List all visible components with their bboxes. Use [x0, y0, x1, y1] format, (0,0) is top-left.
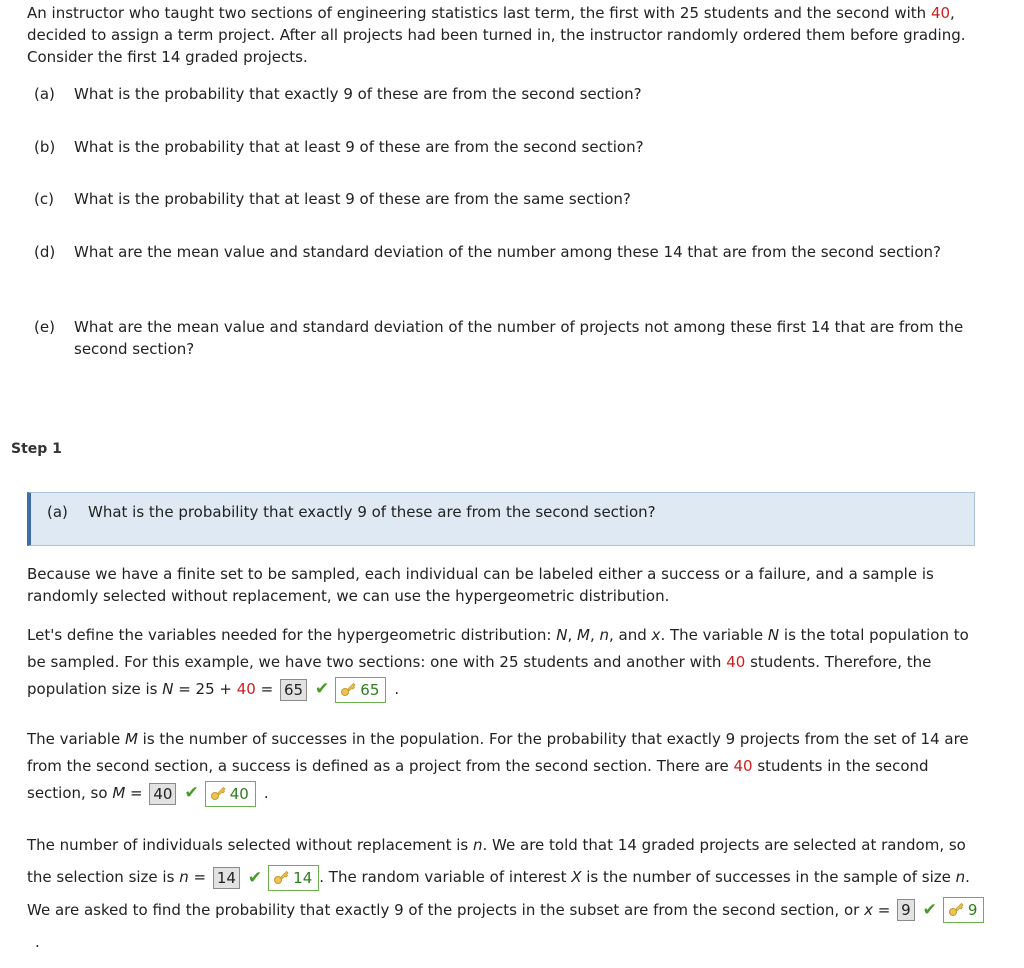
check-icon: ✔: [315, 679, 330, 699]
explanation-paragraph-3: The variable M is the number of successes in the population. For the probability that exactly 9 projects from the set of 14 are from the second section, a success is defined as a project from the second section. There are 40 students in the second section, so M = 40 ✔ 40 .: [27, 726, 987, 807]
answer-field-n[interactable]: 14: [213, 867, 240, 889]
highlighted-value: 40: [930, 4, 951, 22]
answer-key-x: 9: [943, 897, 985, 923]
check-icon: ✔: [184, 783, 199, 803]
question-part-e: (e) What are the mean value and standard deviation of the number of projects not among these first 14 that are from the second section?: [34, 318, 964, 358]
question-part-a: (a) What is the probability that exactly 9 of these are from the second section?: [34, 85, 642, 103]
answer-key-N: 65: [335, 677, 386, 703]
question-part-b: (b) What is the probability that at least 9 of these are from the second section?: [34, 138, 644, 156]
step-label: Step 1: [11, 441, 62, 457]
key-icon: [210, 785, 226, 801]
explanation-paragraph-1: Because we have a finite set to be sampled, each individual can be labeled either a success or a failure, and a sample is randomly selected without replacement, we can use the hypergeometric distribution.: [27, 565, 934, 605]
problem-statement: An instructor who taught two sections of engineering statistics last term, the first with 25 students and the second with 40, decided to assign a term project. After all projects had been turned in, the instructor randomly ordered them before grading. Consider the first 14 graded projects.: [27, 4, 966, 66]
check-icon: ✔: [922, 900, 937, 920]
step-question-box: [27, 492, 975, 546]
answer-field-M[interactable]: 40: [149, 783, 176, 805]
key-icon: [340, 681, 356, 697]
explanation-paragraph-2: Let's define the variables needed for the hypergeometric distribution: N, M, n, and x. The variable N is the total population to be sampled. For this example, we have two sections: one with 25 students and another with 40 students. Therefore, the population size is N = 25 + 40 = 65 ✔ 65 .: [27, 622, 987, 703]
question-part-d: (d) What are the mean value and standard deviation of the number among these 14 that are from the second section?: [34, 243, 941, 261]
answer-key-M: 40: [205, 781, 256, 807]
key-icon: [273, 869, 289, 885]
step-question-text: What is the probability that exactly 9 of these are from the second section?: [88, 503, 656, 521]
answer-key-n: 14: [268, 865, 319, 891]
key-icon: [948, 901, 964, 917]
answer-field-N[interactable]: 65: [280, 679, 307, 701]
question-part-c: (c) What is the probability that at least 9 of these are from the same section?: [34, 190, 631, 208]
explanation-paragraph-4: The number of individuals selected without replacement is n. We are told that 14 graded projects are selected at random, so the selection size is n = 14 ✔ 14 . The random variable of interest X is the number of successes in the sample of size n. We are asked to find the probability that exactly 9 of the projects in the subset are from the second section, or x = 9 ✔ 9.: [27, 829, 987, 958]
check-icon: ✔: [247, 867, 263, 888]
answer-field-x[interactable]: 9: [897, 899, 915, 921]
step-question-label: (a): [47, 503, 68, 521]
